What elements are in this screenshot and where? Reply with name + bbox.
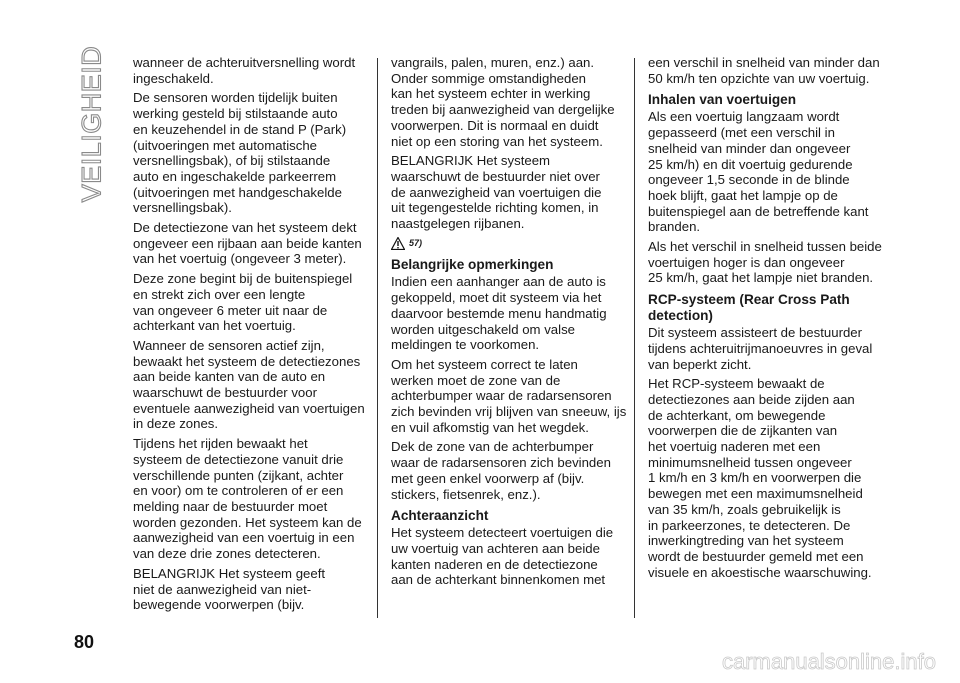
paragraph: Dek de zone van de achterbumper waar de radarsensoren zich bevinden met geen enkel voorwerp af (bijv. stickers, fietsenrek, enz.). — [391, 439, 611, 502]
text-column-3 — [648, 55, 884, 584]
watermark: carmanualsonline.info — [721, 649, 936, 674]
paragraph: BELANGRIJK Het systeem waarschuwt de bestuurder niet over de aanwezigheid van voertuigen die uit tegengestelde richting komen, in naastgelegen rijbanen. — [391, 153, 602, 232]
section-side-tab-label: VEILIGHEID — [76, 45, 107, 203]
paragraph: Indien een aanhanger aan de auto is gekoppeld, moet dit systeem via het daarvoor bestemde menu handmatig worden uitgeschakeld om valse meldingen te voorkomen. — [391, 274, 607, 353]
paragraph: Wanneer de sensoren actief zijn, bewaakt het systeem de detectiezones aan beide kanten van de auto en waarschuwt de bestuurder voor eventuele aanwezigheid van voertuigen in deze zones. — [133, 337, 365, 432]
section-side-tab — [72, 45, 112, 203]
paragraph: een verschil in snelheid van minder dan 50 km/h ten opzichte van uw voertuig. — [648, 55, 880, 86]
text-column-1 — [133, 55, 369, 617]
text-column-2 — [391, 55, 627, 592]
warning-reference[interactable] — [391, 236, 627, 252]
paragraph: De detectiezone van het systeem dekt ongeveer een rijbaan aan beide kanten van het voertuig (ongeveer 3 meter). — [133, 220, 362, 267]
paragraph: Als het verschil in snelheid tussen beide voertuigen hoger is dan ongeveer 25 km/h, gaat het lampje niet branden. — [648, 239, 882, 286]
section-heading: Inhalen van voertuigen — [648, 92, 797, 108]
paragraph: vangrails, palen, muren, enz.) aan. Onder sommige omstandigheden kan het systeem echter in werking treden bij aanwezigheid van dergelijke voorwerpen. Dit is normaal en duidt niet op een storing van het systeem. — [391, 55, 615, 149]
section-heading: Achteraanzicht — [391, 508, 489, 524]
paragraph: Het RCP-systeem bewaakt de detectiezones aan beide zijden aan de achterkant, om bewegende voorwerpen die de zijkanten van het voertuig naderen met een minimumsnelheid tussen ongeveer 1 km/h en 3 km/h en voorwerpen die bewegen met een maximumsnelheid van 35 km/h, zoals gebruikelijk is in parkeerzones, te detecteren. De inwerkingtreding van het systeem wordt de bestuurder gemeld met een visuele en akoestische waarschuwing. — [648, 376, 872, 580]
column-divider — [377, 58, 378, 618]
section-heading: Belangrijke opmerkingen — [391, 257, 554, 273]
paragraph: De sensoren worden tijdelijk buiten werking gesteld bij stilstaande auto en keuzehendel in de stand P (Park) (uitvoeringen met automatische versnellingsbak), of bij stilstaande auto en ingeschakelde parkeerrem (uitvoeringen met handgeschakelde versnellingsbak). — [133, 90, 347, 216]
paragraph: Om het systeem correct te laten werken moet de zone van de achterbumper waar de radarsensoren zich bevinden vrij blijven van sneeuw, ijs en vuil afkomstig van het wegdek. — [391, 356, 627, 435]
page-number: 80 — [74, 632, 95, 652]
paragraph: Deze zone begint bij de buitenspiegel en strekt zich over een lengte van ongeveer 6 meter uit naar de achterkant van het voertuig. — [133, 271, 353, 334]
paragraph: Het systeem detecteert voertuigen die uw voertuig van achteren aan beide kanten naderen en de detectiezone aan de achterkant binnenkomen met — [391, 525, 614, 588]
column-divider — [634, 58, 635, 618]
paragraph: Dit systeem assisteert de bestuurder tijdens achteruitrijmanoeuvres in geval van beperkt zicht. — [648, 325, 873, 372]
section-heading: RCP-systeem (Rear Cross Path detection) — [648, 292, 850, 324]
warning-triangle-icon — [391, 237, 405, 250]
paragraph: wanneer de achteruitversnelling wordt ingeschakeld. — [133, 55, 356, 86]
paragraph: Als een voertuig langzaam wordt gepasseerd (met een verschil in snelheid van minder dan ongeveer 25 km/h) en dit voertuig gedurende ongeveer 1,5 seconde in de blinde hoek blijft, gaat het lampje op de buitenspiegel aan de betreffende kant branden. — [648, 109, 869, 235]
paragraph: Tijdens het rijden bewaakt het systeem de detectiezone vanuit drie verschillende punten (zijkant, achter en voor) om te controleren of er een melding naar de bestuurder moet worden gezonden. Het systeem kan de aanwezigheid van een voertuig in een van deze drie zones detecteren. — [133, 436, 362, 562]
paragraph: BELANGRIJK Het systeem geeft niet de aanwezigheid van niet- bewegende voorwerpen (bijv. — [133, 565, 326, 613]
warning-reference-number: 57) — [409, 237, 423, 248]
